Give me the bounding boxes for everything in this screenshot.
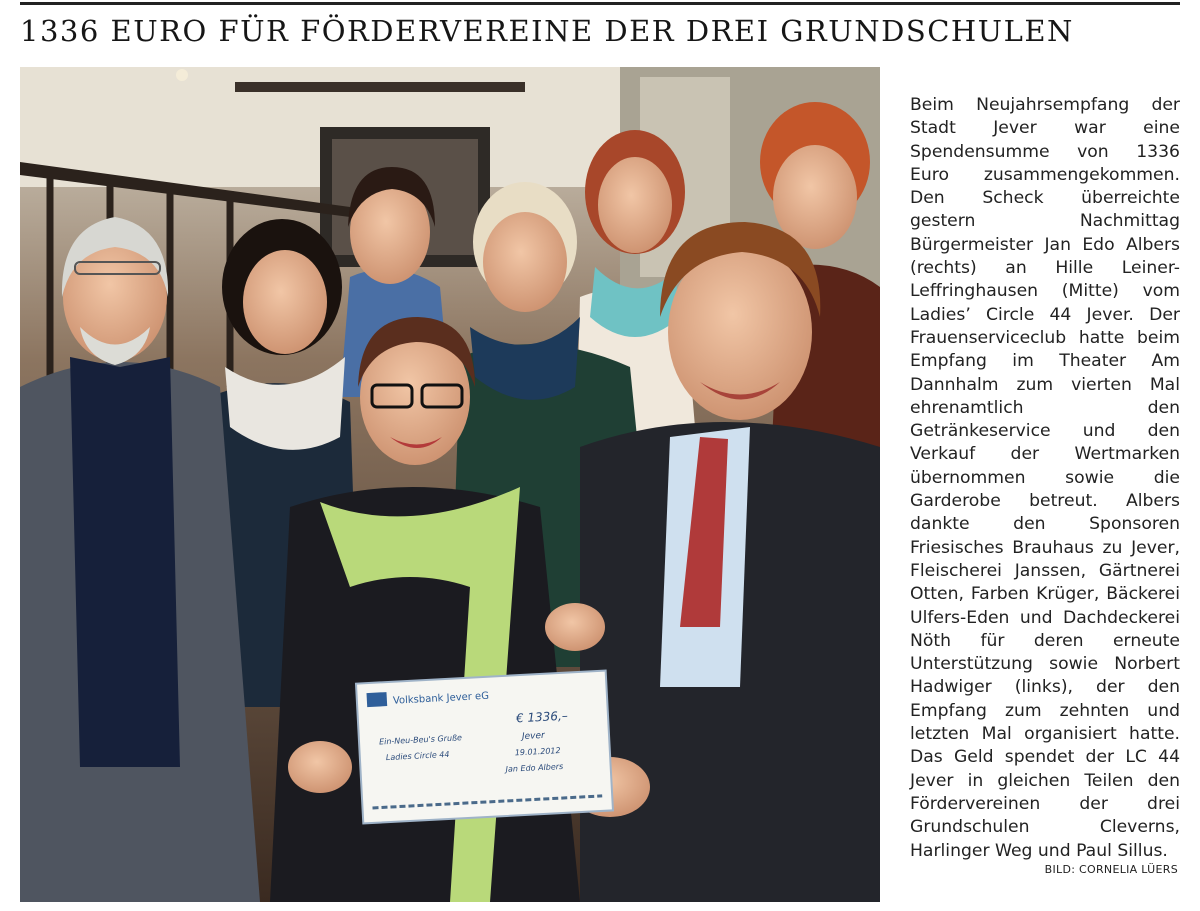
- check-payee-line1: Ein-Neu-Beu's Gruße: [378, 733, 463, 747]
- check-payee-line2: Ladies Circle 44: [385, 749, 450, 763]
- check-bank: Volksbank Jever eG: [392, 690, 490, 707]
- article-text: Beim Neujahrsempfang der Stadt Jever war eine Spendensumme von 1336 Euro zusammengekommen. Den Scheck überreichte gestern Nachmittag Bürgermeister Jan Edo Albers (rechts) an Hille Leiner-Leffringhausen (Mitte) vom Ladies’ Circle 44 Jever. Der Frauenserviceclub hatte beim Empfang im Theater Am Dannhalm zum vierten Mal ehrenamtlich den Getränkeservice und den Verkauf der Wertmarken übernommen sowie die Garderobe betreut. Albers dankte den Sponsoren Friesisches Brauhaus zu Jever, Fleischerei Janssen, Gärtnerei Otten, Farben Krüger, Bäckerei Ulfers-Eden und Dachdeckerei Nöth für deren erneute Unterstützung sowie Norbert Hadwiger (links), der den Empfang zum zehnten und letzten Mal organisiert hatte. Das Geld spendet der LC 44 Jever in gleichen Teilen den Fördervereinen der drei Grundschulen Cleverns, Harlinger Weg und Paul Sillus.: [910, 95, 1180, 861]
- news-photo: [20, 67, 880, 902]
- check-amount: € 1336,–: [515, 708, 569, 726]
- ceiling-light: [176, 69, 188, 81]
- check-place: Jever: [521, 730, 546, 743]
- photo-credit: BILD: CORNELIA LÜERS: [1044, 863, 1178, 876]
- check-signature: Jan Edo Albers: [505, 761, 564, 774]
- headline: 1336 EURO FÜR FÖRDERVEREINE DER DREI GRUNDSCHULEN: [20, 14, 1074, 48]
- check-date: 19.01.2012: [514, 746, 561, 758]
- donation-check: [356, 671, 613, 824]
- top-rule: [20, 2, 1180, 5]
